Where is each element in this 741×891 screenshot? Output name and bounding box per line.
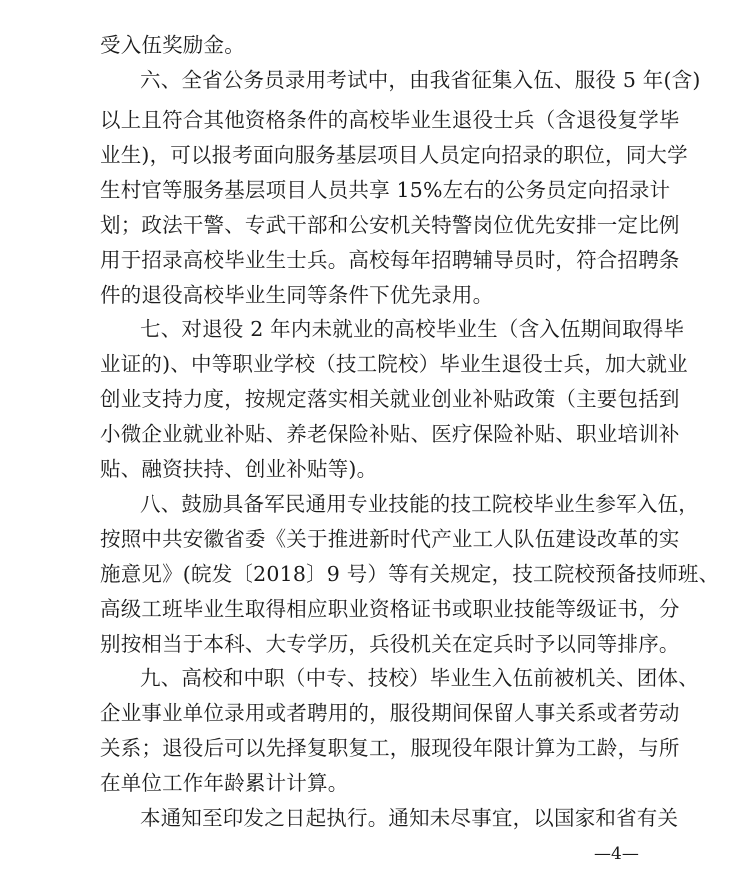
text-line: 贴、融资扶持、创业补贴等)。 bbox=[100, 457, 378, 481]
page-number: —4— bbox=[594, 844, 639, 864]
text-line: 生村官等服务基层项目人员共享 15%左右的公务员定向招录计 bbox=[100, 178, 671, 202]
text-line: 业证的)、中等职业学校（技工院校）毕业生退役士兵，加大就业 bbox=[100, 352, 688, 376]
text-line: 别按相当于本科、大专学历，兵役机关在定兵时予以同等排序。 bbox=[100, 632, 680, 656]
text-line: 施意见》(皖发〔2018〕9 号）等有关规定，技工院校预备技师班、 bbox=[100, 562, 720, 586]
paragraph-7-start: 七、对退役 2 年内未就业的高校毕业生（含入伍期间取得毕 bbox=[140, 317, 685, 341]
text-line: 用于招录高校毕业生士兵。高校每年招聘辅导员时，符合招聘条 bbox=[100, 248, 680, 272]
text-line: 划；政法干警、专武干部和公安机关特警岗位优先安排一定比例 bbox=[100, 213, 680, 237]
text-line: 创业支持力度，按规定落实相关就业创业补贴政策（主要包括到 bbox=[100, 387, 680, 411]
text-line: 按照中共安徽省委《关于推进新时代产业工人队伍建设改革的实 bbox=[100, 527, 680, 551]
text-line: 以上且符合其他资格条件的高校毕业生退役士兵（含退役复学毕 bbox=[100, 108, 680, 132]
paragraph-9-start: 九、高校和中职（中专、技校）毕业生入伍前被机关、团体、 bbox=[140, 666, 699, 690]
paragraph-8-start: 八、鼓励具备军民通用专业技能的技工院校毕业生参军入伍， bbox=[140, 492, 699, 516]
closing-paragraph-start: 本通知至印发之日起执行。通知未尽事宜，以国家和省有关 bbox=[140, 806, 679, 830]
text-line: 受入伍奖励金。 bbox=[100, 33, 245, 57]
text-line: 高级工班毕业生取得相应职业资格证书或职业技能等级证书，分 bbox=[100, 597, 680, 621]
text-line: 关系；退役后可以先择复职复工，服现役年限计算为工龄，与所 bbox=[100, 736, 680, 760]
text-line: 件的退役高校毕业生同等条件下优先录用。 bbox=[100, 283, 494, 307]
text-line: 在单位工作年龄累计计算。 bbox=[100, 771, 349, 795]
text-line: 企业事业单位录用或者聘用的，服役期间保留人事关系或者劳动 bbox=[100, 701, 680, 725]
text-line: 小微企业就业补贴、养老保险补贴、医疗保险补贴、职业培训补 bbox=[100, 422, 680, 446]
text-line: 业生)，可以报考面向服务基层项目人员定向招录的职位，同大学 bbox=[100, 143, 688, 167]
paragraph-6-start: 六、全省公务员录用考试中，由我省征集入伍、服役 5 年(含) bbox=[140, 68, 701, 92]
